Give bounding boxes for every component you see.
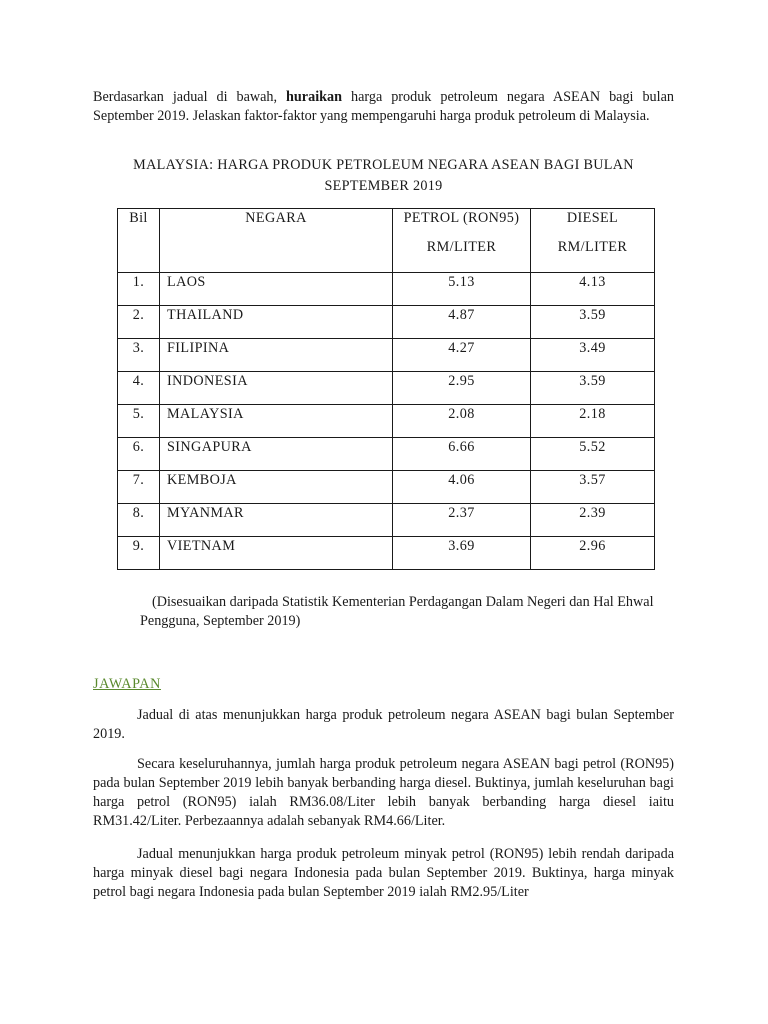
cell-negara: FILIPINA — [160, 339, 393, 372]
cell-diesel: 5.52 — [531, 438, 655, 471]
table-title-line-2: SEPTEMBER 2019 — [324, 178, 443, 194]
answer-paragraph-3: Jadual menunjukkan harga produk petroleum minyak petrol (RON95) lebih rendah daripada harga minyak diesel bagi negara Indonesia pada bulan September 2019. Buktinya, harga minyak petrol bagi negara Indonesia pada bulan September 2019 ialah RM2.95/Liter — [93, 846, 674, 900]
cell-bil: 2. — [118, 306, 160, 339]
header-diesel: DIESEL RM/LITER — [531, 209, 655, 273]
cell-bil: 8. — [118, 504, 160, 537]
answer-paragraph-2: Secara keseluruhannya, jumlah harga produk petroleum negara ASEAN bagi petrol (RON95) pada bulan September 2019 lebih banyak berbanding harga diesel. Buktinya, jumlah keseluruhan bagi harga petrol (RON95) ialah RM36.08/Liter lebih banyak berbanding harga diesel iaitu RM31.42/Liter. Perbezaannya adalah sebanyak RM4.66/Liter. — [93, 756, 674, 829]
cell-petrol: 5.13 — [393, 273, 531, 306]
cell-petrol: 4.06 — [393, 471, 531, 504]
table-row — [118, 438, 655, 471]
cell-bil: 6. — [118, 438, 160, 471]
table-row — [118, 405, 655, 438]
cell-negara: VIETNAM — [160, 537, 393, 570]
cell-diesel: 3.59 — [531, 306, 655, 339]
cell-petrol: 2.95 — [393, 372, 531, 405]
cell-petrol: 6.66 — [393, 438, 531, 471]
source-note: (Disesuaikan daripada Statistik Kementerian Perdagangan Dalam Negeri dan Hal Ehwal Pengguna, September 2019) — [140, 594, 654, 629]
cell-petrol: 4.87 — [393, 306, 531, 339]
cell-diesel: 2.39 — [531, 504, 655, 537]
table-row — [118, 504, 655, 537]
cell-diesel: 2.18 — [531, 405, 655, 438]
cell-negara: MALAYSIA — [160, 405, 393, 438]
question-paragraph — [93, 88, 674, 126]
cell-negara: LAOS — [160, 273, 393, 306]
table-row — [118, 339, 655, 372]
cell-bil: 4. — [118, 372, 160, 405]
cell-petrol: 2.37 — [393, 504, 531, 537]
cell-negara: THAILAND — [160, 306, 393, 339]
cell-bil: 9. — [118, 537, 160, 570]
cell-petrol: 4.27 — [393, 339, 531, 372]
cell-diesel: 4.13 — [531, 273, 655, 306]
price-table — [117, 208, 655, 570]
question-text-start: Berdasarkan jadual di bawah, — [93, 89, 287, 105]
table-row — [118, 537, 655, 570]
cell-petrol: 2.08 — [393, 405, 531, 438]
cell-diesel: 3.59 — [531, 372, 655, 405]
cell-diesel: 3.57 — [531, 471, 655, 504]
cell-bil: 3. — [118, 339, 160, 372]
cell-negara: MYANMAR — [160, 504, 393, 537]
table-row — [118, 306, 655, 339]
cell-bil: 7. — [118, 471, 160, 504]
table-row — [118, 273, 655, 306]
answer-paragraph-1: Jadual di atas menunjukkan harga produk petroleum negara ASEAN bagi bulan September 2019. — [93, 707, 674, 742]
cell-diesel: 2.96 — [531, 537, 655, 570]
question-text-rest: harga produk petroleum negara ASEAN bagi bulan September 2019. Jelaskan faktor-faktor yang mempengaruhi harga produk petroleum di Malaysia. — [93, 89, 674, 124]
cell-negara: INDONESIA — [160, 372, 393, 405]
table-header-row — [118, 209, 655, 273]
cell-negara: KEMBOJA — [160, 471, 393, 504]
table-row — [118, 471, 655, 504]
cell-bil: 1. — [118, 273, 160, 306]
header-petrol: PETROL (RON95) RM/LITER — [393, 209, 531, 273]
table-title — [93, 155, 674, 197]
header-negara: NEGARA — [160, 209, 393, 273]
question-bold-keyword: huraikan — [286, 89, 343, 105]
answer-heading: JAWAPAN — [93, 676, 161, 692]
cell-negara: SINGAPURA — [160, 438, 393, 471]
table-title-line-1: MALAYSIA: HARGA PRODUK PETROLEUM NEGARA ASEAN BAGI BULAN — [133, 157, 634, 173]
cell-diesel: 3.49 — [531, 339, 655, 372]
header-bil: Bil — [118, 209, 160, 273]
table-row — [118, 372, 655, 405]
cell-bil: 5. — [118, 405, 160, 438]
cell-petrol: 3.69 — [393, 537, 531, 570]
